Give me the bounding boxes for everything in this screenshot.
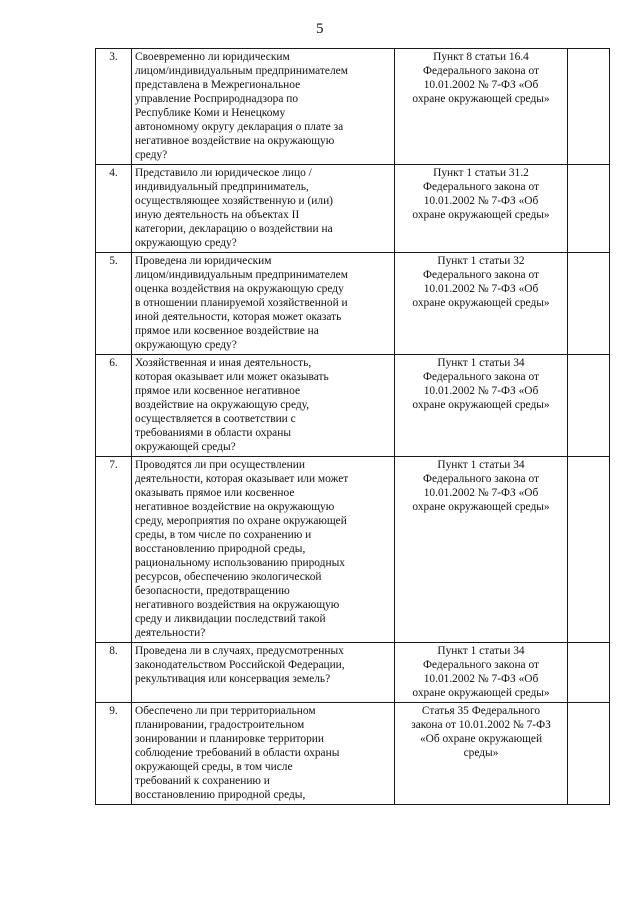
question-text: Проведена ли в случаях, предусмотренных законодательством Российской Федерации, рекультивация или консервация земель?	[135, 645, 345, 685]
legal-reference-cell	[395, 457, 568, 643]
question-cell	[132, 355, 395, 457]
question-text: Представило ли юридическое лицо / индивидуальный предприниматель, осуществляющее хозяйственную и (или) иную деятельность на объектах II категории, декларацию о воздействии на окружающую среду?	[135, 167, 333, 249]
answer-cell	[568, 703, 610, 805]
row-number: 7.	[96, 457, 132, 643]
legal-reference-cell	[395, 253, 568, 355]
row-number: 9.	[96, 703, 132, 805]
question-cell	[132, 457, 395, 643]
question-text: Хозяйственная и иная деятельность, которая оказывает или может оказывать прямое или косвенное негативное воздействие на окружающую среду, осуществляется в соответствии с требованиями в области охраны окружающей среды?	[135, 357, 329, 453]
question-text: Проводятся ли при осуществлении деятельности, которая оказывает или может оказывать прямое или косвенное негативное воздействие на окружающую среду, мероприятия по охране окружающей среды, в том числе по сохранению и восстановлению природной среды, рациональному использованию природных ресурсов, обеспечению экологической безопасности, предотвращению негативного воздействия на окружающую среду и ликвидации последствий такой деятельности?	[135, 459, 349, 639]
answer-cell	[568, 253, 610, 355]
row-number: 6.	[96, 355, 132, 457]
table-row	[96, 49, 610, 165]
legal-reference-cell	[395, 643, 568, 703]
legal-reference-text: Пункт 1 статьи 34 Федерального закона от 10.01.2002 № 7-ФЗ «Об охране окружающей среды»	[412, 645, 550, 699]
table-row	[96, 703, 610, 805]
table-row	[96, 355, 610, 457]
answer-cell	[568, 643, 610, 703]
answer-cell	[568, 49, 610, 165]
question-text: Своевременно ли юридическим лицом/индивидуальным предпринимателем представлена в Межрегиональное управление Росприроднадзора по Республике Коми и Ненецкому автономному округу декларация о плате за негативное воздействие на окружающую среду?	[135, 51, 348, 161]
legal-reference-text: Пункт 1 статьи 31.2 Федерального закона от 10.01.2002 № 7-ФЗ «Об охране окружающей среды»	[412, 167, 550, 221]
checklist-table	[95, 48, 610, 805]
legal-reference-text: Пункт 1 статьи 34 Федерального закона от 10.01.2002 № 7-ФЗ «Об охране окружающей среды»	[412, 357, 550, 411]
question-cell	[132, 165, 395, 253]
legal-reference-text: Пункт 1 статьи 34 Федерального закона от 10.01.2002 № 7-ФЗ «Об охране окружающей среды»	[412, 459, 550, 513]
row-number: 8.	[96, 643, 132, 703]
answer-cell	[568, 165, 610, 253]
legal-reference-cell	[395, 355, 568, 457]
table-row	[96, 643, 610, 703]
table-row	[96, 165, 610, 253]
table-row	[96, 457, 610, 643]
row-number: 5.	[96, 253, 132, 355]
question-text: Обеспечено ли при территориальном планировании, градостроительном зонировании и планировке территории соблюдение требований в области охраны окружающей среды, в том числе требований к сохранению и восстановлению природной среды,	[135, 705, 340, 801]
legal-reference-text: Пункт 8 статьи 16.4 Федерального закона от 10.01.2002 № 7-ФЗ «Об охране окружающей среды»	[412, 51, 550, 105]
question-cell	[132, 703, 395, 805]
table-row	[96, 253, 610, 355]
legal-reference-cell	[395, 703, 568, 805]
question-cell	[132, 253, 395, 355]
legal-reference-text: Пункт 1 статьи 32 Федерального закона от 10.01.2002 № 7-ФЗ «Об охране окружающей среды»	[412, 255, 550, 309]
legal-reference-cell	[395, 49, 568, 165]
row-number: 3.	[96, 49, 132, 165]
legal-reference-cell	[395, 165, 568, 253]
answer-cell	[568, 355, 610, 457]
page-number: 5	[316, 21, 324, 37]
question-text: Проведена ли юридическим лицом/индивидуальным предпринимателем оценка воздействия на окружающую среду в отношении планируемой хозяйственной и иной деятельности, которая может оказать прямое или косвенное воздействие на окружающую среду?	[135, 255, 348, 351]
row-number: 4.	[96, 165, 132, 253]
question-cell	[132, 49, 395, 165]
answer-cell	[568, 457, 610, 643]
question-cell	[132, 643, 395, 703]
legal-reference-text: Статья 35 Федерального закона от 10.01.2002 № 7-ФЗ «Об охране окружающей среды»	[411, 705, 551, 759]
